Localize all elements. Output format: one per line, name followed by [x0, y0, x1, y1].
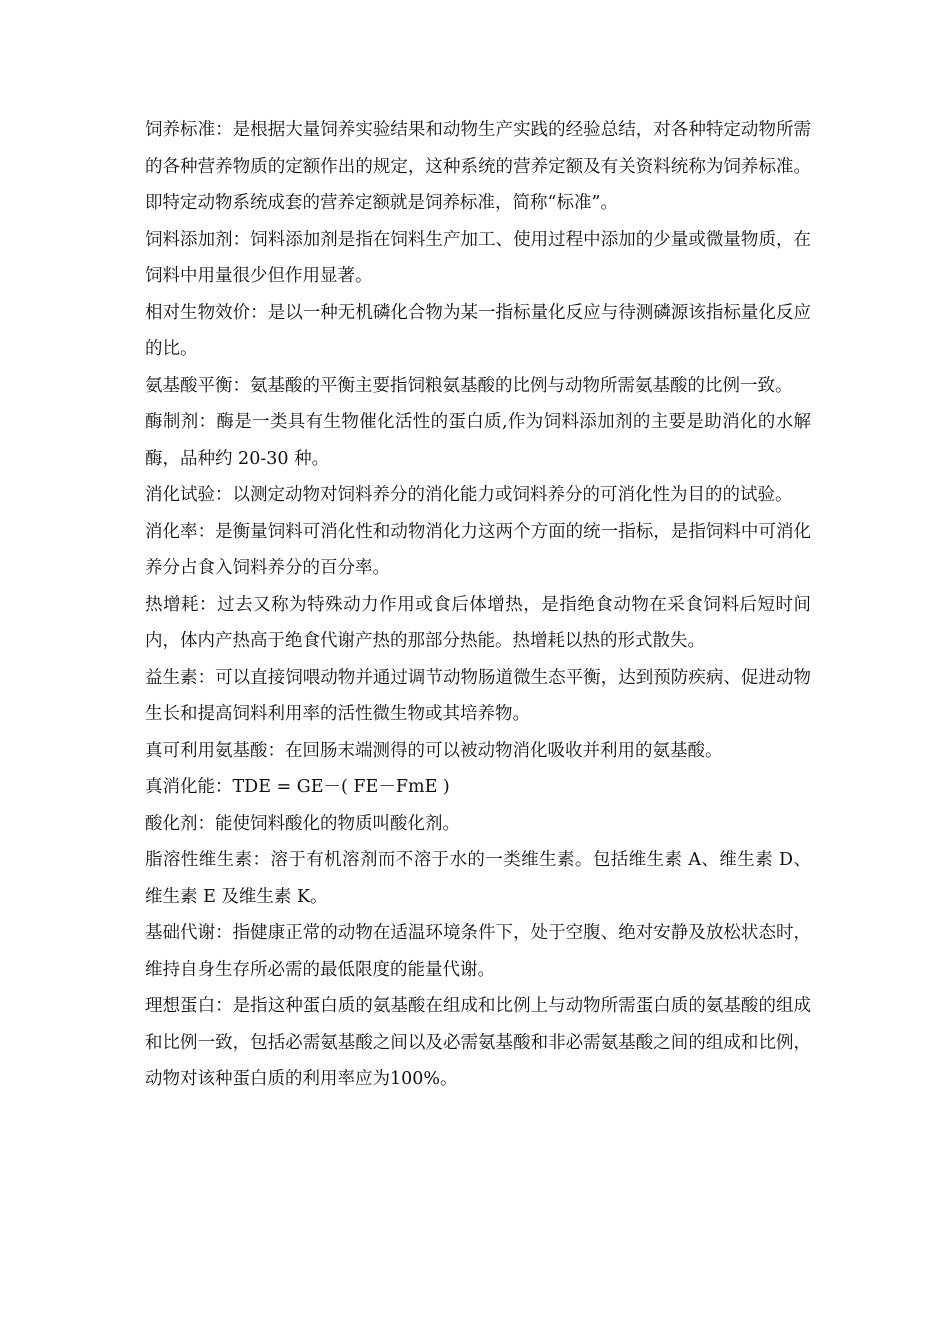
definition-ideal-protein: 理想蛋白：是指这种蛋白质的氨基酸在组成和比例上与动物所需蛋白质的氨基酸的组成和比例一致，包括必需氨基酸之间以及必需氨基酸和非必需氨基酸之间的组成和比例，动物对该种蛋白质的利用率应为100%。: [145, 996, 811, 1089]
definition-amino-acid-balance: 氨基酸平衡：氨基酸的平衡主要指饲粮氨基酸的比例与动物所需氨基酸的比例一致。: [145, 375, 793, 396]
definition-digestibility: 消化率：是衡量饲料可消化性和动物消化力这两个方面的统一指标，是指饲料中可消化养分占食入饲料养分的百分率。: [145, 521, 811, 578]
definition-feeding-standard: 饲养标准：是根据大量饲养实验结果和动物生产实践的经验总结，对各种特定动物所需的各种营养物质的定额作出的规定，这种系统的营养定额及有关资料统称为饲养标准。即特定动物系统成套的营养定额就是饲养标准，简称“标准”。: [145, 120, 811, 213]
definition-relative-bioavailability: 相对生物效价：是以一种无机磷化合物为某一指标量化反应与待测磷源该指标量化反应的比。: [145, 302, 811, 359]
definition-enzyme-preparation: 酶制剂：酶是一类具有生物催化活性的蛋白质,作为饲料添加剂的主要是助消化的水解酶，品种约 20-30 种。: [145, 412, 811, 469]
definition-digestion-trial: 消化试验：以测定动物对饲料养分的消化能力或饲料养分的可消化性为目的的试验。: [145, 485, 793, 505]
definition-fat-soluble-vitamins: 脂溶性维生素：溶于有机溶剂而不溶于水的一类维生素。包括维生素 A、维生素 D、维生素 E 及维生素 K。: [145, 850, 811, 907]
definition-basal-metabolism: 基础代谢：指健康正常的动物在适温环境条件下，处于空腹、绝对安静及放松状态时，维持自身生存所必需的最低限度的能量代谢。: [145, 923, 811, 980]
definition-probiotic: 益生素：可以直接饲喂动物并通过调节动物肠道微生态平衡，达到预防疾病、促进动物生长和提高饲料利用率的活性微生物或其培养物。: [145, 667, 811, 724]
definition-feed-additive: 饲料添加剂：饲料添加剂是指在饲料生产加工、使用过程中添加的少量或微量物质，在饲料中用量很少但作用显著。: [145, 229, 811, 286]
definition-true-digestible-energy: 真消化能：TDE = GE－( FE－FmE ): [145, 777, 450, 797]
definition-acidifier: 酸化剂：能使饲料酸化的物质叫酸化剂。: [145, 813, 460, 834]
definition-true-available-amino-acid: 真可利用氨基酸：在回肠末端测得的可以被动物消化吸收并利用的氨基酸。: [145, 740, 723, 761]
document-body: [145, 112, 811, 1098]
definition-heat-increment: 热增耗：过去又称为特殊动力作用或食后体增热，是指绝食动物在采食饲料后短时间内，体内产热高于绝食代谢产热的那部分热能。热增耗以热的形式散失。: [145, 594, 811, 651]
